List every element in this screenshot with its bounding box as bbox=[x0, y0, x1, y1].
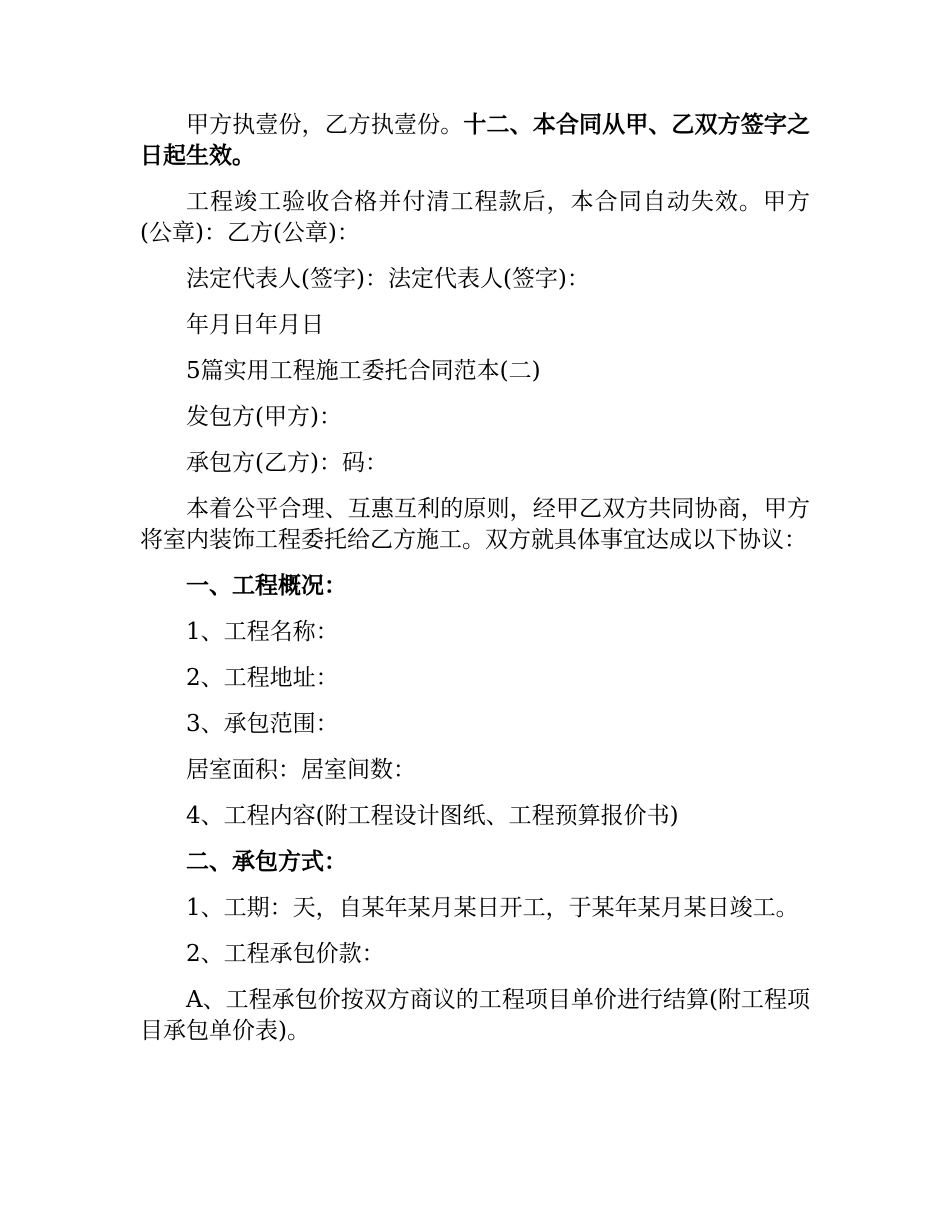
paragraph-preamble: 本着公平合理、互惠互利的原则，经甲乙双方共同协商，甲方将室内装饰工程委托给乙方施工。双方就具体事宜达成以下协议： bbox=[140, 496, 810, 553]
item-contract-scope: 3、承包范围： bbox=[186, 711, 339, 737]
paragraph-party-a: 发包方(甲方)： bbox=[186, 404, 342, 430]
item-contract-price: 2、工程承包价款： bbox=[186, 941, 385, 967]
paragraph-date: 年月日年月日 bbox=[186, 312, 324, 338]
document-subtitle: 5篇实用工程施工委托合同范本(二) bbox=[186, 358, 541, 384]
section-heading-contract-method: 二、承包方式： bbox=[186, 849, 347, 875]
item-room-area: 居室面积：居室间数： bbox=[186, 757, 416, 783]
item-project-name: 1、工程名称： bbox=[186, 619, 339, 645]
section-heading-overview: 一、工程概况： bbox=[186, 573, 347, 599]
paragraph-termination: 工程竣工验收合格并付清工程款后，本合同自动失效。甲方(公章)：乙方(公章)： bbox=[140, 189, 810, 246]
clause-twelve-heading: 十二、本合同从甲、乙双方签字之日起生效。 bbox=[140, 112, 811, 169]
paragraph-copies bbox=[140, 110, 810, 172]
item-project-content: 4、工程内容(附工程设计图纸、工程预算报价书) bbox=[186, 803, 679, 829]
paragraph-party-b: 承包方(乙方)：码： bbox=[186, 450, 388, 476]
document-body bbox=[140, 110, 810, 1062]
item-schedule: 1、工期：天，自某年某月某日开工，于某年某月某日竣工。 bbox=[186, 895, 799, 921]
item-price-settlement: A、工程承包价按双方商议的工程项目单价进行结算(附工程项目承包单价表)。 bbox=[140, 987, 810, 1044]
item-project-address: 2、工程地址： bbox=[186, 665, 339, 691]
copies-text: 甲方执壹份，乙方执壹份。 bbox=[186, 112, 464, 138]
paragraph-legal-representative: 法定代表人(签字)：法定代表人(签字)： bbox=[186, 266, 590, 292]
